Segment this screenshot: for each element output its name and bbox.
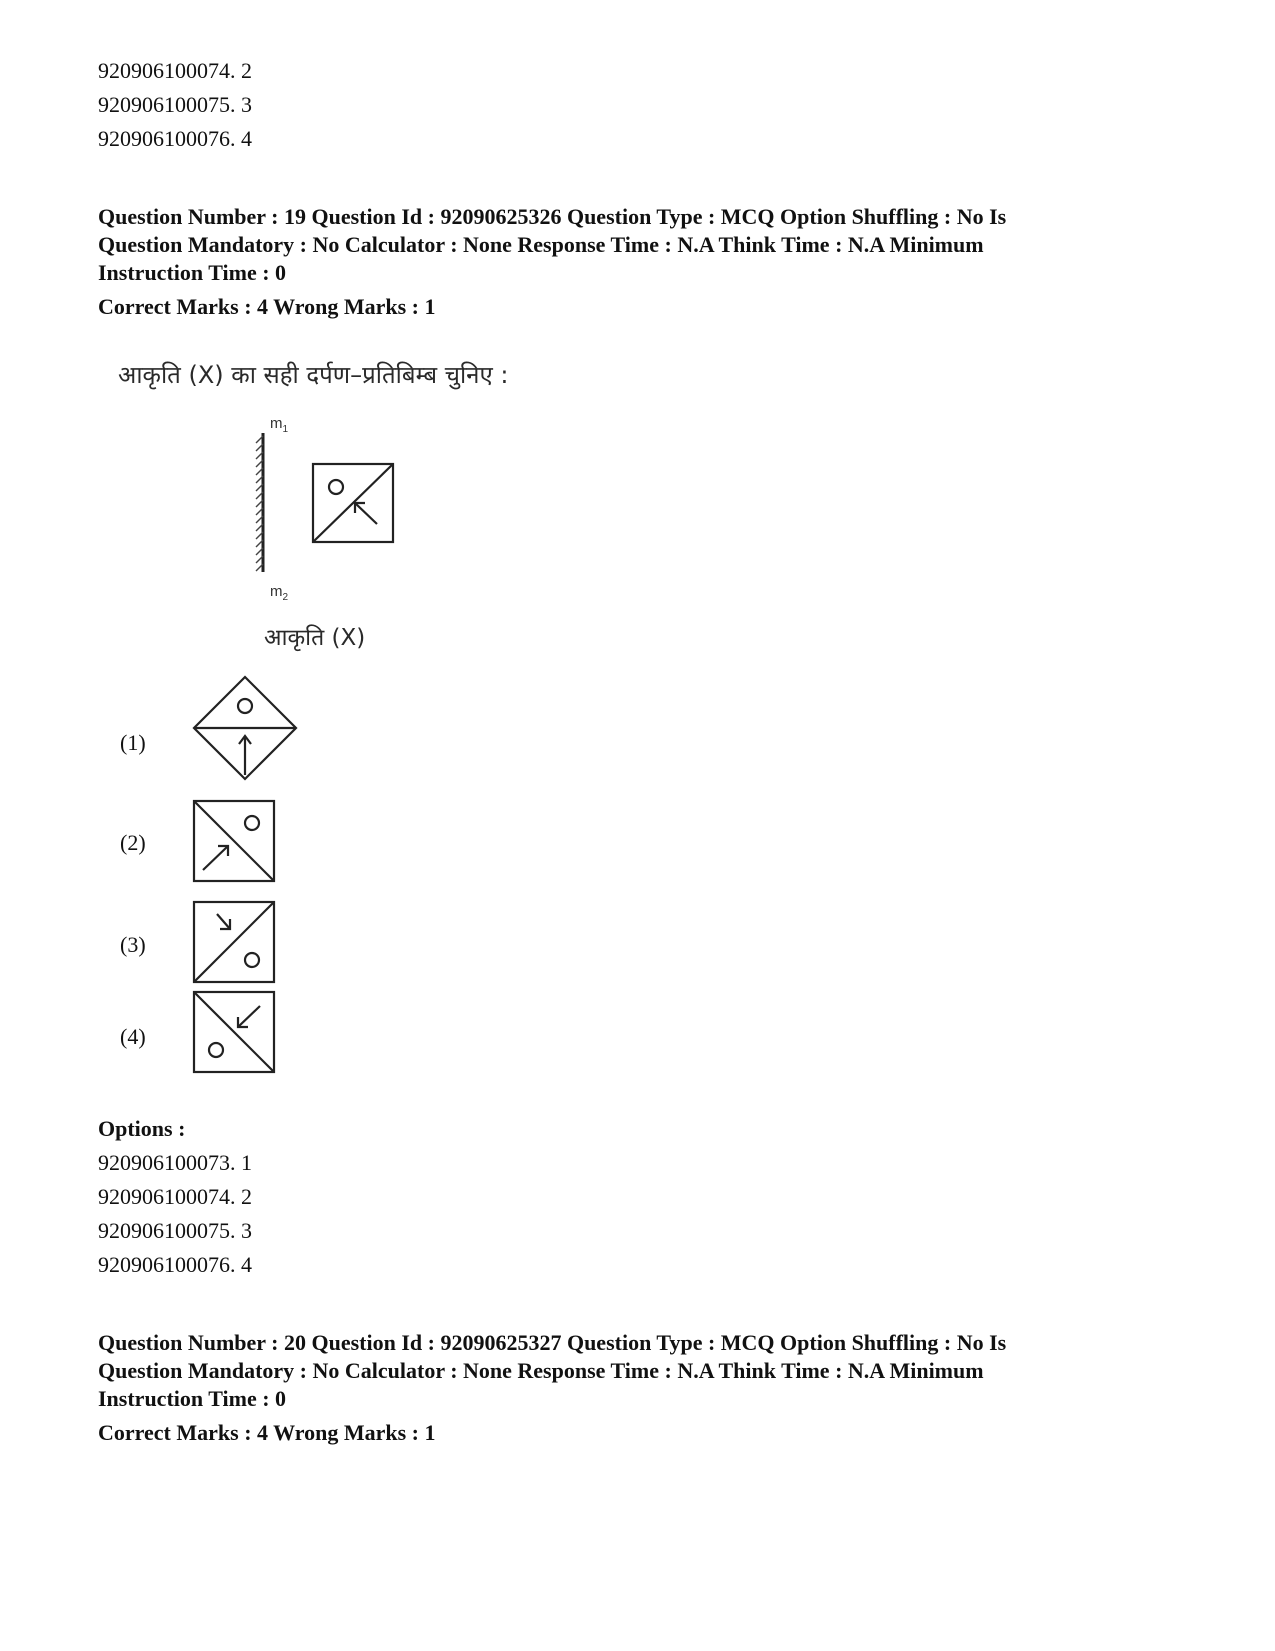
prev-option-2: 920906100074. 2 — [98, 58, 252, 83]
q20-marks: Correct Marks : 4 Wrong Marks : 1 — [98, 1420, 436, 1445]
choice-2-label: (2) — [120, 830, 146, 855]
q20-header-line3: Instruction Time : 0 — [98, 1386, 287, 1411]
figure-x — [313, 464, 393, 542]
choice-3-label: (3) — [120, 932, 146, 957]
choice-3-figure — [194, 902, 274, 982]
choice-1-label: (1) — [120, 730, 146, 755]
choice-4-label: (4) — [120, 1024, 146, 1049]
prev-option-4: 920906100076. 4 — [98, 126, 252, 151]
q19-marks: Correct Marks : 4 Wrong Marks : 1 — [98, 294, 436, 319]
q20-header-line1: Question Number : 20 Question Id : 92090625327 Question Type : MCQ Option Shuffling : No Is — [98, 1330, 1007, 1355]
q19-option-4: 920906100076. 4 — [98, 1252, 252, 1277]
q20-header-line2: Question Mandatory : No Calculator : None Response Time : N.A Think Time : N.A Minimum — [98, 1358, 984, 1383]
q19-option-3: 920906100075. 3 — [98, 1218, 252, 1243]
figure-x-caption: आकृति (X) — [264, 625, 366, 651]
mirror — [256, 433, 263, 572]
choice-1-figure — [194, 677, 296, 779]
q19-option-1: 920906100073. 1 — [98, 1150, 252, 1175]
q19-options-label: Options : — [98, 1116, 186, 1141]
prev-option-3: 920906100075. 3 — [98, 92, 252, 117]
q19-header-line1: Question Number : 19 Question Id : 92090625326 Question Type : MCQ Option Shuffling : No Is — [98, 204, 1007, 229]
mirror-label-m1: $m_1$ — [270, 415, 289, 435]
q19-header-line2: Question Mandatory : No Calculator : None Response Time : N.A Think Time : N.A Minimum — [98, 232, 984, 257]
q19-question-text: आकृति (X) का सही दर्पण–प्रतिबिम्ब चुनिए : — [118, 361, 509, 389]
choice-2-figure — [194, 801, 274, 881]
q19-header-line3: Instruction Time : 0 — [98, 260, 287, 285]
mirror-label-m2: $m_2$ — [270, 583, 289, 603]
choice-4-figure — [194, 992, 274, 1072]
q19-option-2: 920906100074. 2 — [98, 1184, 252, 1209]
